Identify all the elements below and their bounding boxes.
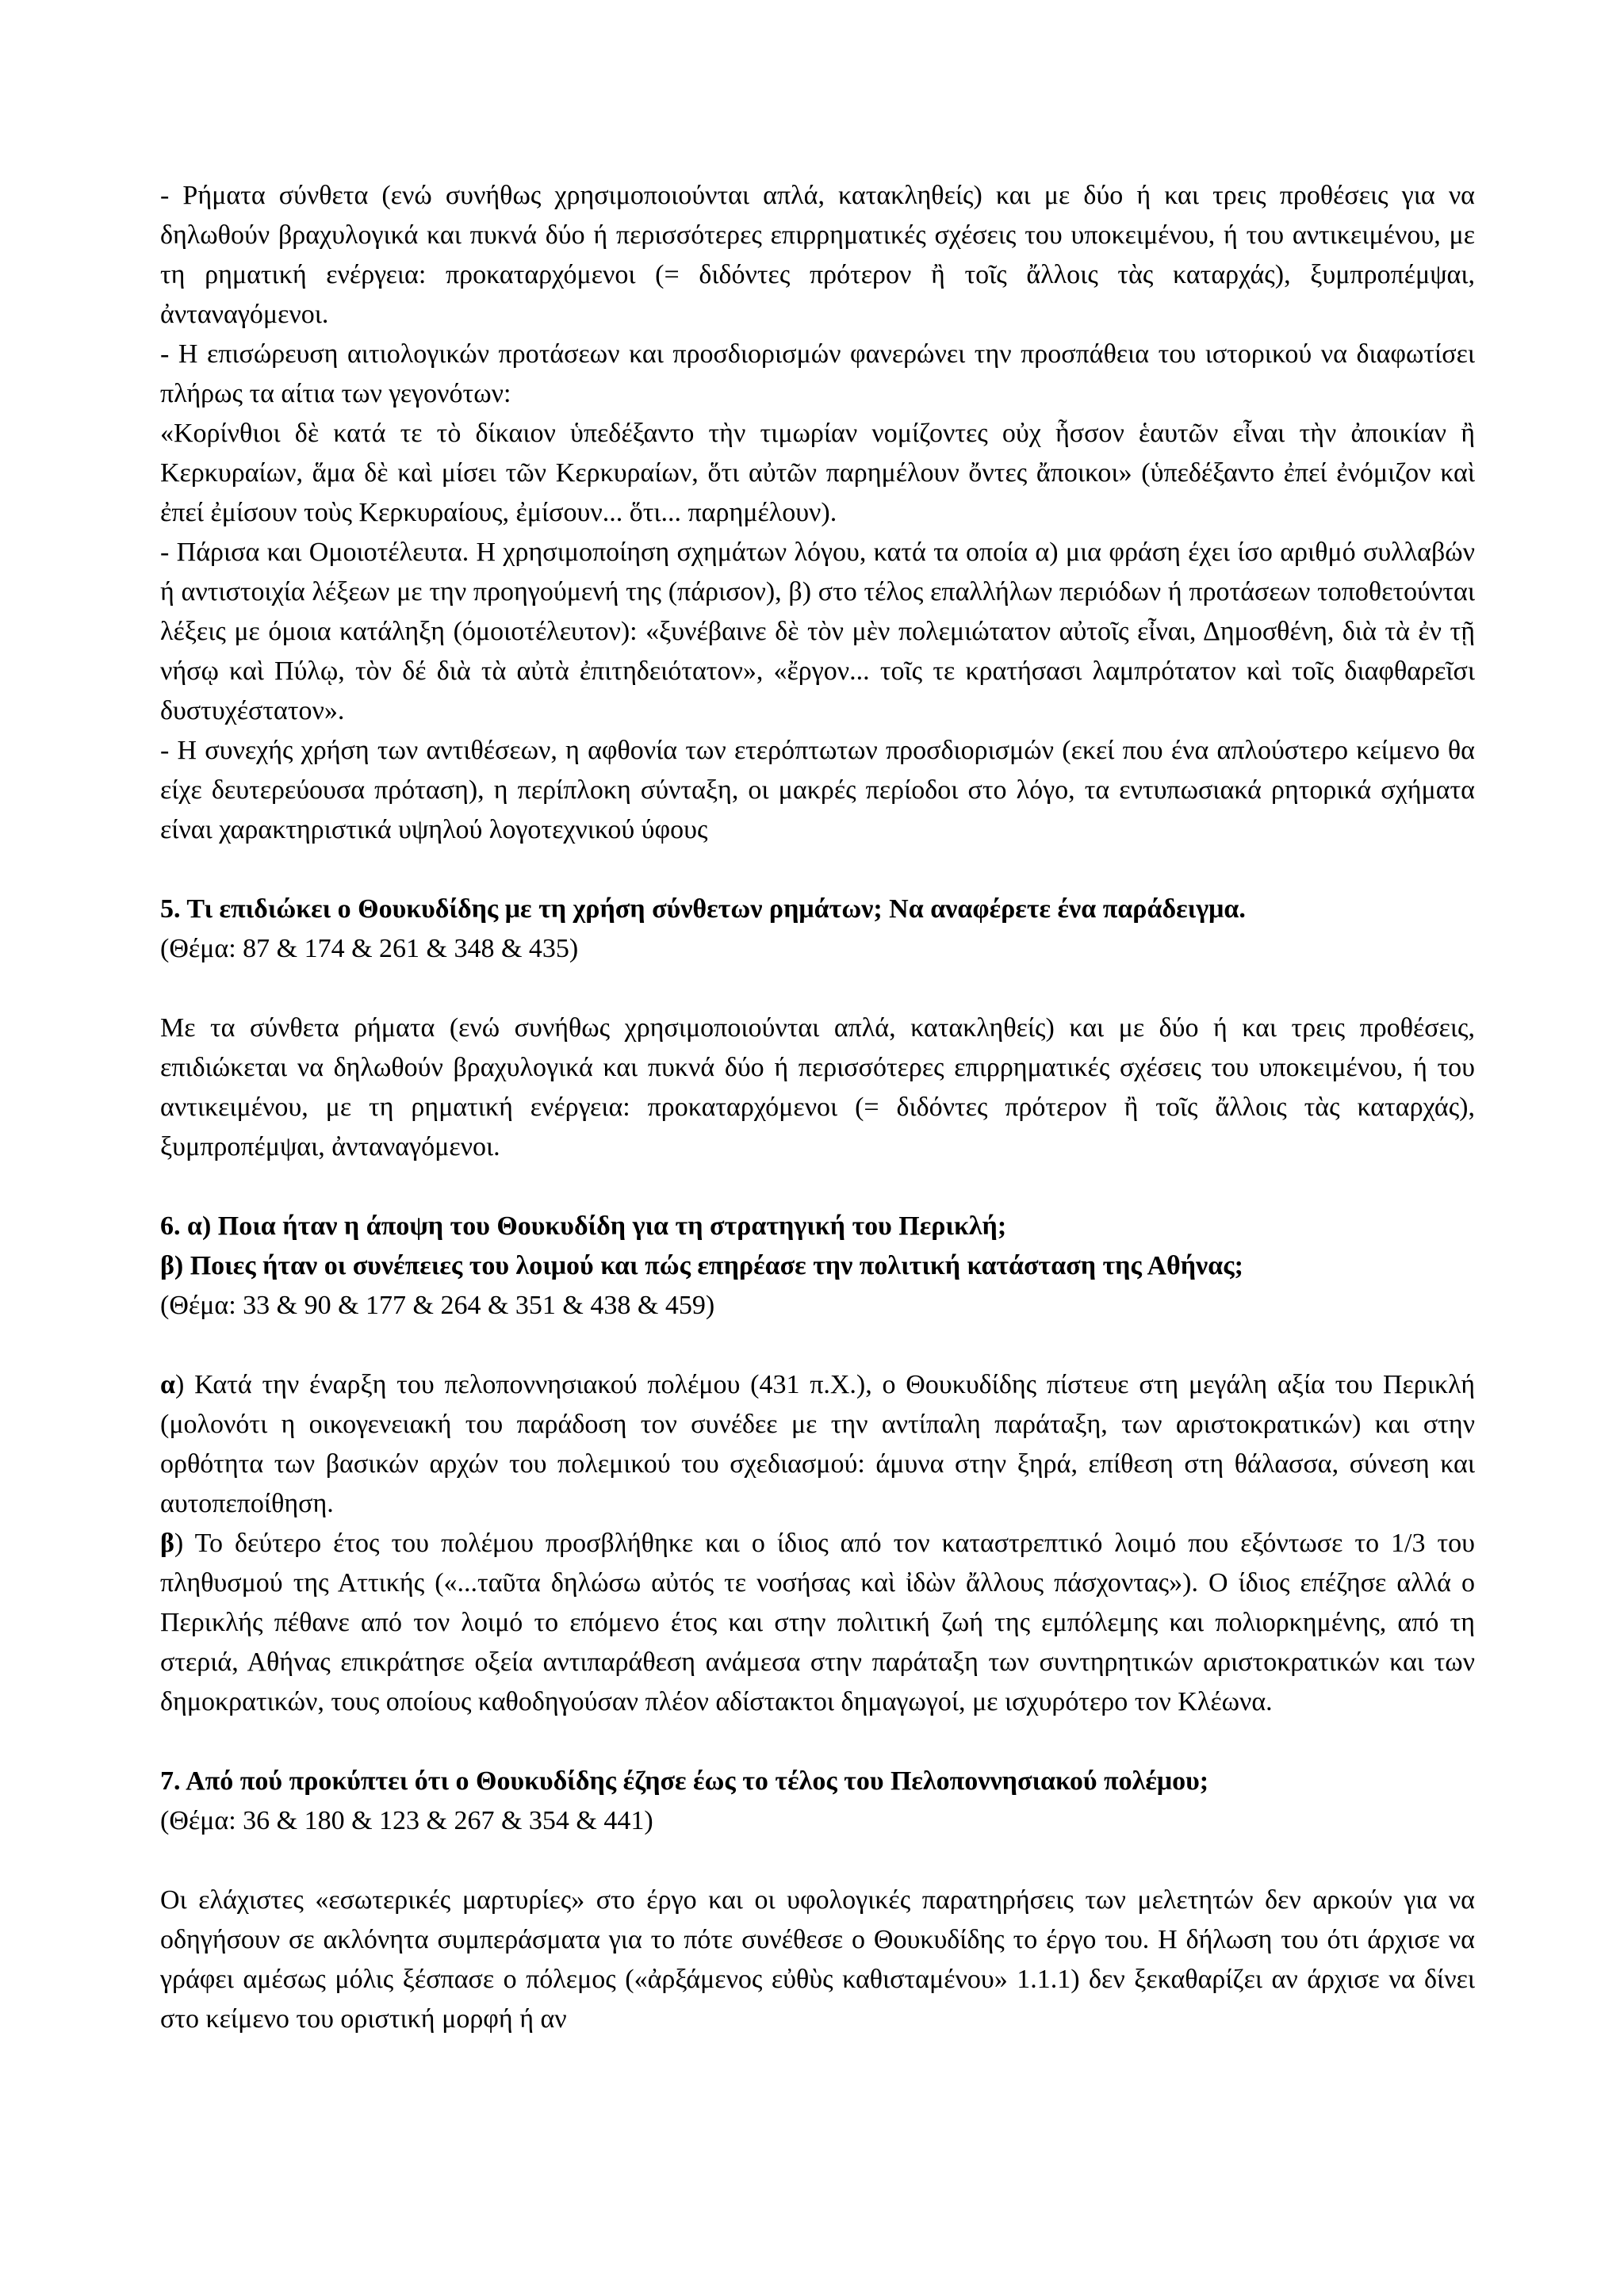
answer-b-label: β xyxy=(160,1529,174,1558)
question-5-heading: 5. Τι επιδιώκει ο Θουκυδίδης με τη χρήση σύνθετων ρημάτων; Να αναφέρετε ένα παράδειγμα. xyxy=(160,894,1246,924)
question-6b-heading: β) Ποιες ήταν οι συνέπειες του λοιμού και πώς επηρέασε την πολιτική κατάσταση της Αθήνας; xyxy=(160,1251,1243,1280)
bullet-parisa: - Πάρισα και Ομοιοτέλευτα. Η χρησιμοποίηση σχημάτων λόγου, κατά τα οποία α) μια φράση έχει ίσο αριθμό συλλαβών ή αντιστοιχία λέξεων με την προηγούμενή της (πάρισον), β) στο τέλος επαλλήλων περιόδων ή προτάσεων τοποθετούνται λέξεις με όμοια κατάληξη (όμοιοτέλευτον): «ξυνέβαινε δὲ τὸν μὲν πολεμιώτατον αὐτοῖς εἶναι, Δημοσθένη, διὰ τὰ ἐν τῇ νήσῳ καὶ Πύλῳ, τὸν δέ διὰ τὰ αὐτὰ ἐπιτηδειότατον», «ἔργον... τοῖς τε κρατήσασι λαμπρότατον καὶ τοῖς διαφθαρεῖσι δυστυχέστατον». xyxy=(160,538,1475,725)
answer-a-label: α xyxy=(160,1370,175,1399)
bullet-compound-verbs: - Ρήματα σύνθετα (ενώ συνήθως χρησιμοποιούνται απλά, κατακληθείς) και με δύο ή και τρεις προθέσεις για να δηλωθούν βραχυλογικά και πυκνά δύο ή περισσότερες επιρρηματικές σχέσεις του υποκειμένου, ή του αντικειμένου, με τη ρηματική ενέργεια: προκαταρχόμενοι (= διδόντες πρότερον ἢ τοῖς ἄλλοις τὰς καταρχάς), ξυμπροπέμψαι, ἀνταναγόμενοι. xyxy=(160,181,1475,329)
spacer xyxy=(160,850,1475,890)
question-6-topics: (Θέμα: 33 & 90 & 177 & 264 & 351 & 438 & 459) xyxy=(160,1291,715,1320)
question-5-answer: Με τα σύνθετα ρήματα (ενώ συνήθως χρησιμοποιούνται απλά, κατακληθείς) και με δύο ή και τρεις προθέσεις, επιδιώκεται να δηλωθούν βραχυλογικά και πυκνά δύο ή περισσότερες επιρρηματικές σχέσεις του υποκειμένου, ή του αντικειμένου, με τη ρηματική ενέργεια: προκαταρχόμενοι (= διδόντες πρότερον ἢ τοῖς ἄλλοις τὰς καταρχάς), ξυμπροπέμψαι, ἀνταναγόμενοι. xyxy=(160,1013,1475,1161)
question-6-answer-a xyxy=(160,1365,1475,1524)
spacer xyxy=(160,1326,1475,1365)
question-6a-heading: 6. α) Ποια ήταν η άποψη του Θουκυδίδη για τη στρατηγική του Περικλή; xyxy=(160,1211,1007,1241)
bullet-antitheses: - Η συνεχής χρήση των αντιθέσεων, η αφθονία των ετερόπτωτων προσδιορισμών (εκεί που ένα απλούστερο κείμενο θα είχε δευτερεύουσα πρόταση), η περίπλοκη σύνταξη, οι μακρές περίοδοι στο λόγο, τα εντυπωσιακά ρητορικά σχήματα είναι χαρακτηριστικά υψηλού λογοτεχνικού ύφους xyxy=(160,736,1475,844)
answer-b-text: ) Το δεύτερο έτος του πολέμου προσβλήθηκε και ο ίδιος από τον καταστρεπτικό λοιμό που εξόντωσε το 1/3 του πληθυσμού της Αττικής («...ταῦτα δηλώσω αὐτός τε νοσήσας καὶ ἰδὼν ἄλλους πάσχοντας»). Ο ίδιος επέζησε αλλά ο Περικλής πέθανε από τον λοιμό το επόμενο έτος και στην πολιτική ζωή της εμπόλεμης και πολιορκημένης, από τη στεριά, Αθήνας επικράτησε οξεία αντιπαράθεση ανάμεσα στην παράταξη των συντηρητικών αριστοκρατικών και των δημοκρατικών, τους οποίους καθοδηγούσαν πλέον αδίστακτοι δημαγωγοί, με ισχυρότερο τον Κλέωνα. xyxy=(160,1529,1475,1716)
question-7-topics: (Θέμα: 36 & 180 & 123 & 267 & 354 & 441) xyxy=(160,1806,653,1835)
answer-a-text: ) Κατά την έναρξη του πελοποννησιακού πολέμου (431 π.Χ.), ο Θουκυδίδης πίστευε στη μεγάλη αξία του Περικλή (μολονότι η οικογενειακή του παράδοση τον συνέδεε με την αντίπαλη παράταξη, των αριστοκρατικών) και στην ορθότητα των βασικών αρχών του πολεμικού του σχεδιασμού: άμυνα στην ξηρά, επίθεση στη θάλασσα, σύνεση και αυτοπεποίθηση. xyxy=(160,1370,1475,1518)
bullet-causal-clauses: - Η επισώρευση αιτιολογικών προτάσεων και προσδιορισμών φανερώνει την προσπάθεια του ιστορικού να διαφωτίσει πλήρως τα αίτια των γεγονότων: xyxy=(160,339,1475,408)
question-5-topics: (Θέμα: 87 & 174 & 261 & 348 & 435) xyxy=(160,934,579,963)
question-6-answer-b xyxy=(160,1524,1475,1722)
spacer xyxy=(160,1841,1475,1881)
quote-corinthians: «Κορίνθιοι δὲ κατά τε τὸ δίκαιον ὑπεδέξαντο τὴν τιμωρίαν νομίζοντες οὐχ ἧσσον ἑαυτῶν εἶναι τὴν ἀποικίαν ἢ Κερκυραίων, ἅμα δὲ καὶ μίσει τῶν Κερκυραίων, ὅτι αὐτῶν παρημέλουν ὄντες ἄποικοι» (ὑπεδέξαντο ἐπεί ἐνόμιζον καὶ ἐπεί ἐμίσουν τοὺς Κερκυραίους, ἐμίσουν... ὅτι... παρημέλουν). xyxy=(160,419,1475,527)
spacer xyxy=(160,969,1475,1008)
document-page xyxy=(160,176,1475,2039)
spacer xyxy=(160,1167,1475,1207)
spacer xyxy=(160,1722,1475,1762)
question-7-heading: 7. Από πού προκύπτει ότι ο Θουκυδίδης έζησε έως το τέλος του Πελοποννησιακού πολέμου; xyxy=(160,1766,1209,1796)
question-7-answer: Οι ελάχιστες «εσωτερικές μαρτυρίες» στο έργο και οι υφολογικές παρατηρήσεις των μελετητών δεν αρκούν για να οδηγήσουν σε ακλόνητα συμπεράσματα για το πότε συνέθεσε ο Θουκυδίδης το έργο του. Η δήλωση του ότι άρχισε να γράφει αμέσως μόλις ξέσπασε ο πόλεμος («ἀρξάμενος εὐθὺς καθισταμένου» 1.1.1) δεν ξεκαθαρίζει αν άρχισε να δίνει στο κείμενο του οριστική μορφή ή αν xyxy=(160,1885,1475,2034)
